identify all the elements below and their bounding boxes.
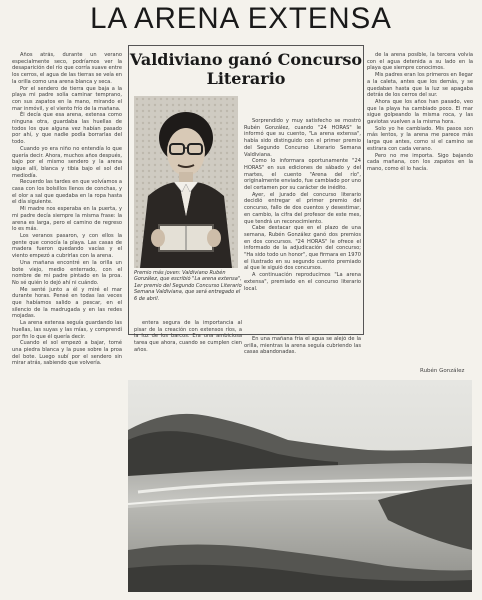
story-paragraph: Los veranos pasaron, y con ellos la gente que conocía la playa. Las casas de madera fueron quedando vacías y el viento empezó a cubrirlas con la arena.	[12, 232, 122, 260]
news-paragraph: Cabe destacar que en el plazo de una semana, Rubén González ganó dos premios en dos concursos. "24 HORAS" le ofrece el informado de la adjudicación del concurso; "Ha sido todo un honor", que firmara en 1970 el ilustrado en su segundo cuento premiado al que le siguió dos concursos.	[244, 225, 361, 272]
story-paragraph: Me senté junto a él y miré el mar durante horas. Pensé en todas las veces que habíamos salido a pescar, en el silencio de la madrugada y en las redes mojadas.	[12, 286, 122, 320]
story-column-right	[367, 52, 473, 348]
author-portrait	[134, 96, 238, 268]
beach-photo	[128, 380, 472, 592]
news-paragraph: A continuación reproducimos "La arena extensa", premiado en el concurso literario local.	[244, 272, 361, 292]
story-paragraph: Pero no me importa. Sigo bajando cada mañana, con los zapatos en la mano, como él lo hacía.	[367, 152, 473, 172]
story-paragraph: Ahora que los años han pasado, veo que la playa ha cambiado poco. El mar sigue golpeando la misma roca, y las gaviotas vuelven a la misma hora.	[367, 98, 473, 126]
news-paragraph: Como lo informara oportunamente "24 HORAS" en sus ediciones de sábado y del martes, el cuento "Arena del río", originalmente enviado, fue cambiado por uno del certamen por su carácter de inédito.	[244, 158, 361, 192]
story-paragraph: Recuerdo las tardes en que volvíamos a casa con los bolsillos llenos de conchas, y el olor a sal que quedaba en la ropa hasta el día siguiente.	[12, 179, 122, 206]
story-paragraph: Mis padres eran los primeros en llegar a la caleta, antes que los demás, y se quedaban hasta que la luz se apagaba detrás de los cerros del sur.	[367, 72, 473, 99]
beach-landscape-illustration	[128, 380, 472, 592]
headline: LA ARENA EXTENSA	[90, 2, 392, 35]
portrait-caption: Premio más joven: Valdiviano Rubén González, que escribió "La arena extensa", 1er premio del Segundo Concurso Literario Semana Valdiviana, que será entregado el 6 de abril.	[134, 270, 242, 302]
story-paragraph: Él decía que esa arena, extensa como ninguna otra, guardaba las huellas de todos los que alguna vez habían pasado por ahí, y que nadie podía borrarlas del todo.	[12, 112, 122, 146]
story-paragraph: Cuando el sol empezó a bajar, tomé una piedra blanca y la puse sobre la proa del bote. Luego subí por el sendero sin mirar atrás, sabiendo que volvería.	[12, 340, 122, 367]
story-paragraph: En una mañana fría el agua se alejó de la orilla, mientras la arena seguía cubriendo las casas abandonadas.	[244, 336, 361, 356]
story-paragraph: Mi madre nos esperaba en la puerta, y mi padre decía siempre la misma frase: la arena es larga, pero el camino de regreso lo es más.	[12, 206, 122, 233]
story-column-left	[12, 52, 122, 594]
story-paragraph: Solo yo he cambiado. Mis pasos son más lentos, y la arena me parece más larga que antes, como si el camino se estirara con cada verano.	[367, 125, 473, 152]
story-paragraph: Una mañana encontré en la orilla un bote viejo, medio enterrado, con el nombre de mi padre pintado en la proa. No sé quién lo dejó ahí ni cuándo.	[12, 259, 122, 286]
story-paragraph: Años atrás, durante un verano especialmente seco, podríamos ver la desaparición del río que corría suave entre los cerros, el agua de las tierras se veía en la orilla como una arena blanca y seca.	[12, 52, 122, 85]
portrait-photo	[134, 96, 238, 268]
news-paragraph: Ayer, el jurado del concurso literario decidió entregar el primer premio del concurso, fallo de dos cuentos y desestimar, en cambio, la cifra del profesor de este mes, que tendrá un reconocimiento.	[244, 191, 361, 225]
story-paragraph: Por el sendero de tierra que baja a la playa mi padre solía caminar temprano, con sus zapatos en la mano, mirando el mar inmóvil, y el viento frío de la mañana.	[12, 85, 122, 112]
author-signature: Rubén González	[420, 368, 465, 374]
story-paragraph: de la arena posible, la tercera volvía con el agua detenida a su lado en la playa que siempre conocimos.	[367, 52, 473, 72]
news-box-body	[244, 118, 361, 333]
story-paragraph: La arena extensa seguía guardando las huellas, las suyas y las mías, y comprendí por fin lo que él quería decir.	[12, 320, 122, 340]
story-paragraph: entera segura de la importancia al pisar de la creación con extensos ríos, a la luz de los barcos. Era una ambiciosa tarea que ahora, cuando se cumplen cien años.	[134, 320, 242, 353]
story-paragraph: Cuando yo era niño no entendía lo que quería decir. Ahora, muchos años después, bajo por el mismo sendero y la arena sigue allí, blanca y tibia bajo el sol del mediodía.	[12, 145, 122, 179]
news-paragraph: Sorprendido y muy satisfecho se mostró Rubén González, cuando "24 HORAS" le informó que su cuento, "La arena extensa", había sido distinguido con el primer premio del Segundo Concurso Literario Semana Valdiviana.	[244, 118, 361, 158]
story-continuation-2	[244, 336, 361, 374]
news-box-title: Valdiviano ganó Concurso Literario	[129, 50, 363, 88]
story-continuation-1	[134, 320, 242, 374]
